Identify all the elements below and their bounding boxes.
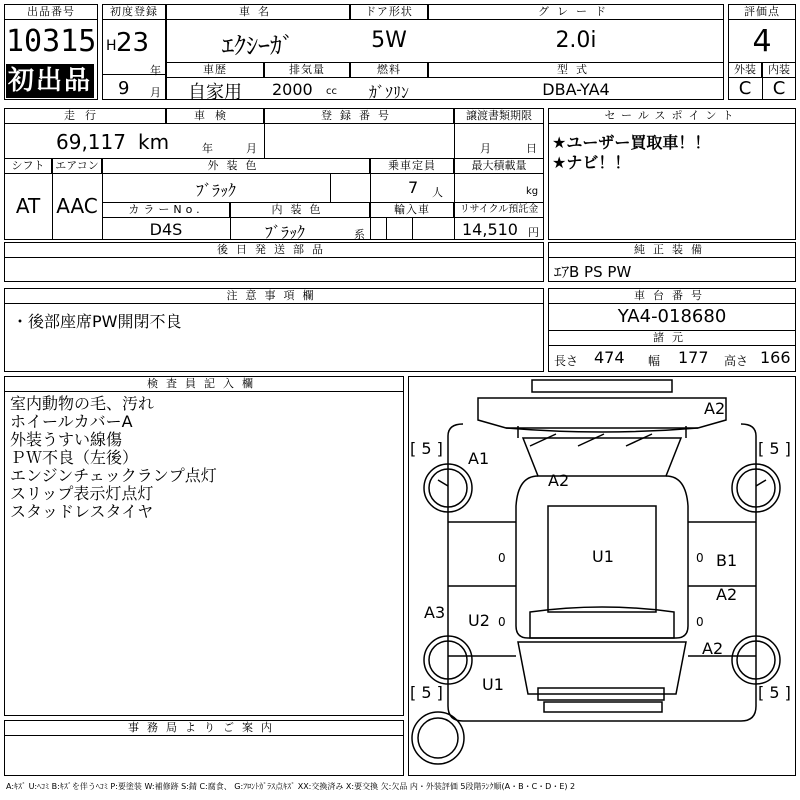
transfer-day-unit: 日 — [526, 142, 537, 155]
inspector-line: ホイールカバーA — [10, 412, 133, 431]
inspection-year-unit: 年 — [202, 142, 213, 155]
displacement: 2000 — [272, 80, 313, 99]
inspector-line: 室内動物の毛、汚れ — [10, 394, 155, 413]
length-label: 長さ — [554, 354, 579, 368]
reg-month: 9 — [118, 78, 130, 99]
exterior-grade: C — [738, 78, 752, 99]
later-parts-label: 後日発送部品 — [4, 242, 544, 258]
capacity: 7 — [408, 178, 419, 197]
inspector-lines — [10, 395, 217, 521]
displacement-label: 排気量 — [264, 62, 350, 78]
door-label: ドア形状 — [350, 4, 428, 20]
height: 166 — [760, 348, 791, 367]
shift-label: シフト — [4, 158, 52, 174]
tread-left-top: [ 5 ] — [410, 439, 443, 458]
equipment-label: 純正装備 — [548, 242, 796, 258]
damage-mark: U1 — [592, 547, 614, 566]
displacement-unit: cc — [326, 86, 337, 97]
width-label: 幅 — [648, 354, 661, 368]
reg-no-label: 登録番号 — [264, 108, 454, 124]
car-diagram — [408, 376, 796, 776]
capacity-label: 乗車定員 — [370, 158, 454, 174]
capacity-unit: 人 — [432, 186, 443, 199]
grade: 2.0i — [555, 28, 597, 53]
inspector-label: 検査員記入欄 — [4, 376, 404, 392]
length: 474 — [594, 348, 625, 367]
exterior-label: 外装 — [728, 62, 762, 78]
chassis-label: 車台番号 — [548, 288, 796, 304]
score-label: 評価点 — [728, 4, 796, 20]
inspection-label: 車検 — [166, 108, 264, 124]
mileage-label: 走行 — [4, 108, 166, 124]
recycle-fee: 14,510 — [462, 220, 518, 239]
reg-year: 23 — [116, 28, 150, 58]
recycle-unit: 円 — [528, 226, 539, 239]
door-type: 5W — [371, 28, 407, 53]
sales-points-label: セールスポイント — [548, 108, 796, 124]
era: H — [106, 38, 117, 54]
month-unit: 月 — [150, 86, 161, 99]
max-load-label: 最大積載量 — [454, 158, 544, 174]
shift: AT — [15, 194, 41, 218]
fuel: ｶﾞｿﾘﾝ — [368, 83, 409, 102]
inspector-line: スリップ表示灯点灯 — [10, 484, 154, 503]
inspector-line: ＰＷ不良（左後） — [10, 448, 139, 467]
damage-mark: A2 — [548, 471, 570, 490]
sales-points-box — [548, 108, 796, 240]
transfer-label: 譲渡書類期限 — [454, 108, 544, 124]
tread-right-bottom: [ 5 ] — [758, 683, 791, 702]
history: 自家用 — [188, 82, 242, 103]
legend: A:ｷｽﾞ U:ﾍｺﾐ B:ｷｽﾞを伴うﾍｺﾐ P:要塗装 W:補修跡 S:錆 C:腐食、 G:ﾌﾛﾝﾄｶﾞﾗｽ点ｷｽﾞ XX:交換済み X:要交換 欠:欠品 内・外装評価 5段階ﾗﾝｸ順(A・B・C・D・E) 2 — [6, 782, 576, 791]
color-no: D4S — [149, 220, 183, 239]
first-listing-text: 初出品 — [7, 66, 92, 96]
ac-label: エアコン — [52, 158, 102, 174]
first-reg-label: 初度登録 — [102, 4, 166, 20]
year-unit: 年 — [150, 64, 161, 77]
notes-label: 注意事項欄 — [4, 288, 544, 304]
damage-mark: A2 — [702, 639, 724, 658]
dims-label: 諸元 — [548, 330, 796, 346]
damage-mark: B1 — [716, 551, 738, 570]
zero-mark: 0 — [498, 615, 506, 629]
transfer-month-unit: 月 — [480, 142, 491, 155]
zero-mark: 0 — [696, 615, 704, 629]
mileage: 69,117 — [56, 130, 126, 154]
interior-label: 内装 — [762, 62, 796, 78]
zero-mark: 0 — [498, 551, 506, 565]
chassis-number: YA4-018680 — [617, 306, 727, 327]
inspection-month-unit: 月 — [246, 142, 257, 155]
max-load-unit: kg — [526, 186, 539, 197]
ac: AAC — [56, 194, 98, 218]
car-name: ｴｸｼｰｶﾞ — [222, 32, 294, 60]
interior-grade: C — [772, 78, 786, 99]
sales-point-line: ★ユーザー買取車！！ — [552, 133, 711, 152]
color-no-label: カラーNo. — [102, 202, 230, 218]
fuel-label: 燃料 — [350, 62, 428, 78]
history-label: 車歴 — [166, 62, 264, 78]
damage-mark: A2 — [716, 585, 738, 604]
damage-mark: A1 — [468, 449, 490, 468]
score: 4 — [752, 24, 772, 59]
ext-color: ﾌﾞﾗｯｸ — [195, 181, 236, 200]
int-color-suffix: 系 — [354, 228, 365, 241]
tread-right-top: [ 5 ] — [758, 439, 791, 458]
damage-mark: A2 — [704, 399, 726, 418]
inspector-line: エンジンチェックランプ点灯 — [10, 466, 217, 485]
first-listing-badge — [6, 64, 94, 98]
damage-mark: A3 — [424, 603, 446, 622]
notes-line: ・後部座席PW開閉不良 — [12, 312, 182, 331]
lot-label: 出品番号 — [4, 4, 98, 20]
model-label: 型式 — [428, 62, 724, 78]
height-label: 高さ — [724, 354, 749, 368]
grade-label: グレード — [428, 4, 724, 20]
zero-mark: 0 — [696, 551, 704, 565]
damage-mark: U1 — [482, 675, 504, 694]
lot-number: 10315 — [6, 24, 97, 59]
equipment-value: ｴｱB PS PW — [554, 263, 632, 281]
inspector-line: スタッドレスタイヤ — [10, 502, 154, 521]
import-label: 輸入車 — [370, 202, 454, 218]
width: 177 — [678, 348, 709, 367]
ext-color-label: 外装色 — [102, 158, 370, 174]
damage-mark: U2 — [468, 611, 490, 630]
inspector-line: 外装うすい線傷 — [10, 430, 123, 449]
car-name-label: 車名 — [166, 4, 350, 20]
tread-left-bottom: [ 5 ] — [410, 683, 443, 702]
recycle-label: リサイクル預託金 — [454, 202, 544, 218]
sales-point-line: ★ナビ！！ — [552, 153, 631, 172]
office-label: 事務局よりご案内 — [4, 720, 404, 736]
model-code: DBA-YA4 — [542, 80, 610, 99]
int-color-label: 内装色 — [230, 202, 370, 218]
int-color: ﾌﾞﾗｯｸ — [264, 223, 305, 242]
mileage-unit: km — [138, 130, 170, 154]
